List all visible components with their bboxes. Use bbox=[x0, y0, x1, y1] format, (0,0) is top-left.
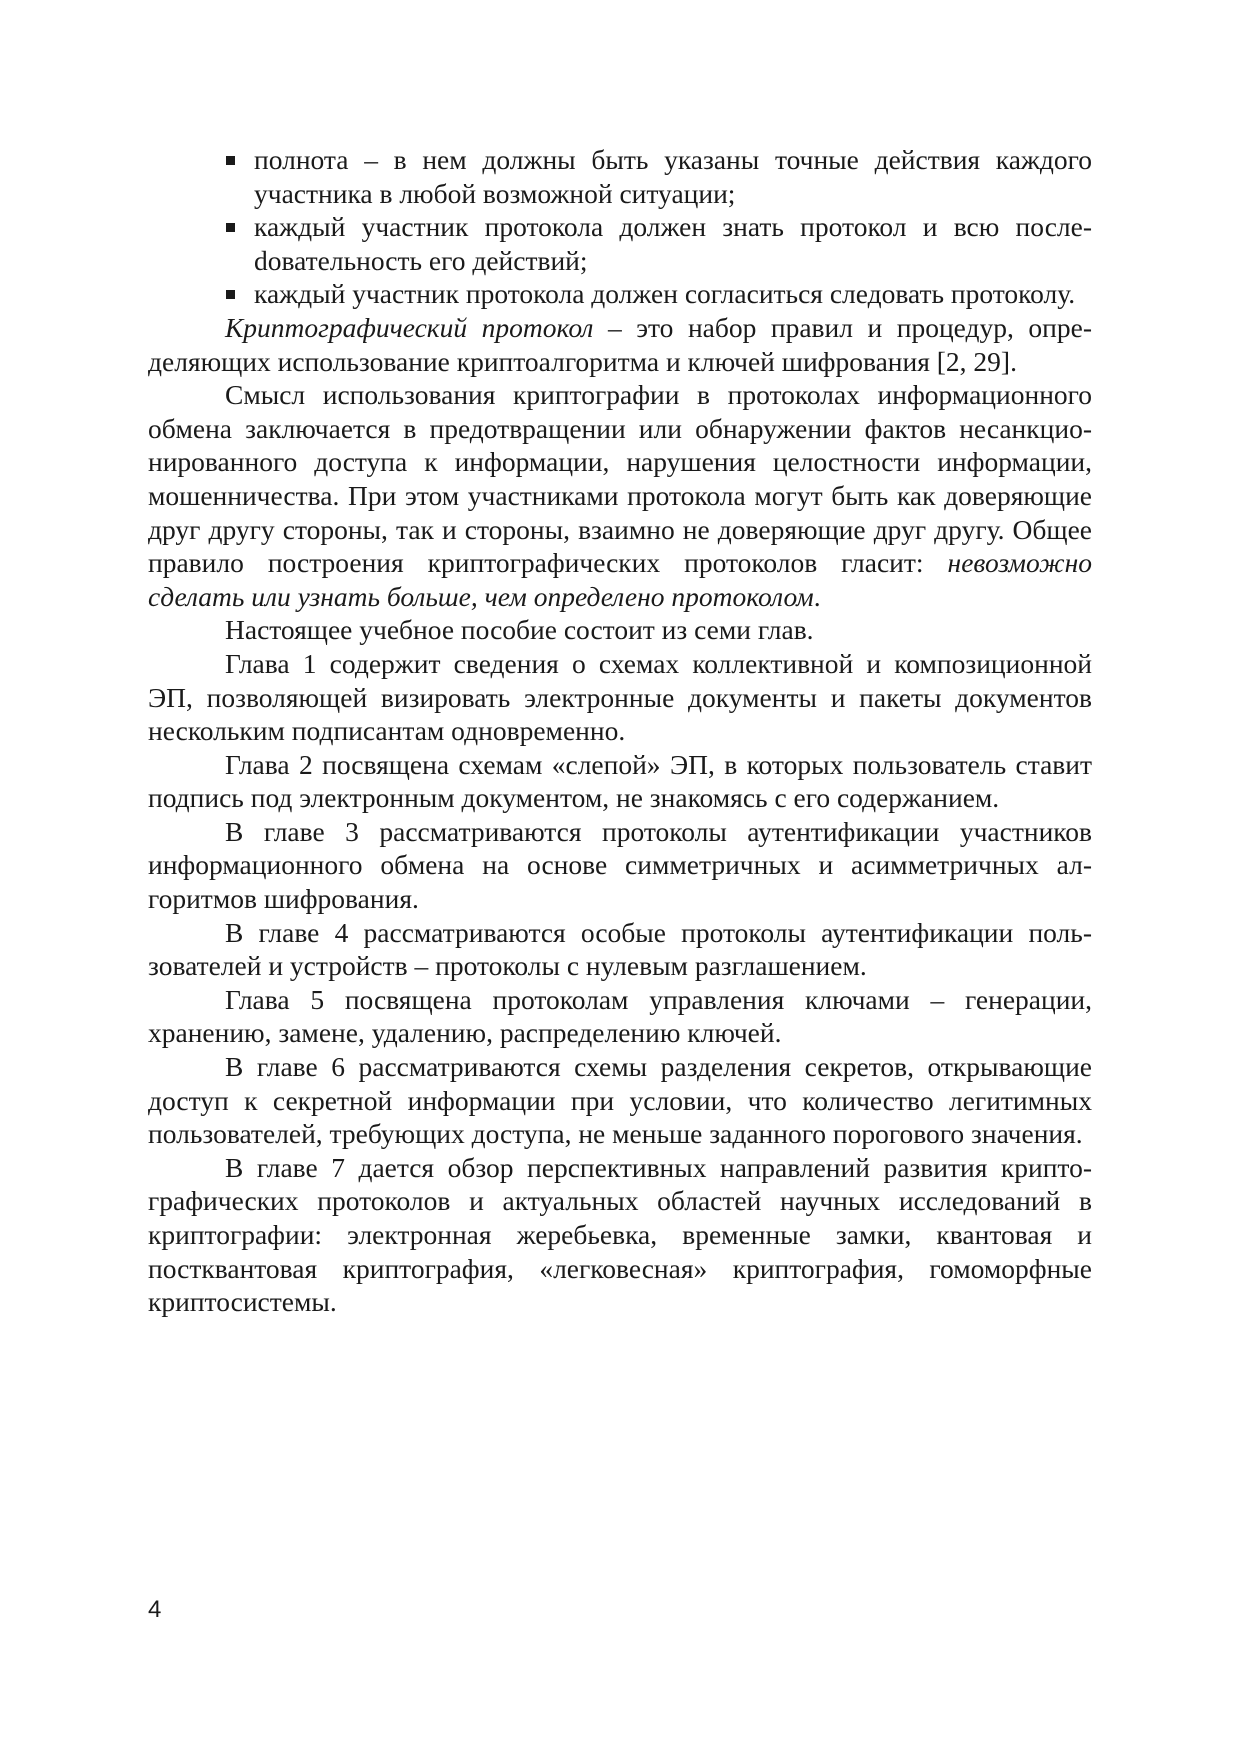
chapter-7-paragraph: В главе 7 дается обзор перспективных направлений развития криптографических протоколов и актуальных областей научных исследований в криптографии: электронная жеребьевка, временные замки, квантовая и постквантовая криптография, «легковесная» криптография, гомоморфные криптосистемы. bbox=[148, 1151, 1092, 1318]
meaning-text: Смысл использования криптографии в протоколах информационного обмена заключается в предотвращении или обнаружении фактов несанкционированного доступа к информации, нарушения целостности информации, мошенничества. При этом участниками протокола могут быть как доверяющие друг другу стороны, так и стороны, взаимно не доверяющие друг другу. Общее правило построения криптографических протоколов гласит: bbox=[148, 379, 1092, 579]
general-rule: невозможно сделать или узнать больше, чем определено протоколом bbox=[148, 547, 1092, 612]
chapter-6-paragraph: В главе 6 рассматриваются схемы разделения секретов, открывающие доступ к секретной информации при условии, что количество легитимных пользователей, требующих доступа, не меньше заданного порогового значения. bbox=[148, 1051, 1092, 1150]
list-item bbox=[148, 143, 1092, 210]
bullet-square-icon bbox=[226, 156, 235, 165]
body-text bbox=[148, 143, 1092, 1319]
chapter-1-paragraph: Глава 1 содержит сведения о схемах коллективной и композиционной ЭП, позволяющей визировать электронные документы и пакеты документов нескольким подписантам одновременно. bbox=[148, 647, 1092, 747]
chapter-4-paragraph: В главе 4 рассматриваются особые протоколы аутентификации пользователей и устройств – протоколы с нулевым разглашением. bbox=[148, 916, 1092, 982]
page-number: 4 bbox=[148, 1596, 162, 1623]
requirements-list bbox=[148, 143, 1092, 311]
definition-text: – это набор правил и процедур, определяющих использование криптоалгоритма и ключей шифрования [2, 29]. bbox=[148, 311, 1092, 377]
definition-paragraph bbox=[148, 311, 1092, 378]
list-item-text: каждый участник протокола должен согласиться следовать протоколу. bbox=[254, 278, 1076, 310]
chapter-3-paragraph: В главе 3 рассматриваются протоколы аутентификации участников информационного обмена на основе симметричных и асимметричных алгоритмов шифрования. bbox=[148, 815, 1092, 915]
list-item bbox=[148, 210, 1092, 277]
chapter-2-paragraph: Глава 2 посвящена схемам «слепой» ЭП, в которых пользователь ставит подпись под электронным документом, не знакомясь с его содержанием. bbox=[148, 748, 1092, 814]
overview-paragraph: Настоящее учебное пособие состоит из семи глав. bbox=[225, 614, 814, 646]
meaning-paragraph bbox=[148, 378, 1092, 613]
bullet-square-icon bbox=[226, 223, 235, 232]
defined-term: Криптографический протокол bbox=[225, 311, 594, 343]
chapter-5-paragraph: Глава 5 посвящена протоколам управления ключами – генерации, хранению, замене, удалению, распределению ключей. bbox=[148, 983, 1092, 1049]
list-item-text: полнота – в нем должны быть указаны точные действия каждого участника в любой возможной ситуации; bbox=[254, 144, 1092, 209]
list-item-text: каждый участник протокола должен знать протокол и всю послеdовательность его действий; bbox=[254, 211, 1092, 276]
bullet-square-icon bbox=[226, 290, 235, 299]
list-item bbox=[148, 277, 1092, 311]
meaning-end: . bbox=[813, 580, 821, 612]
